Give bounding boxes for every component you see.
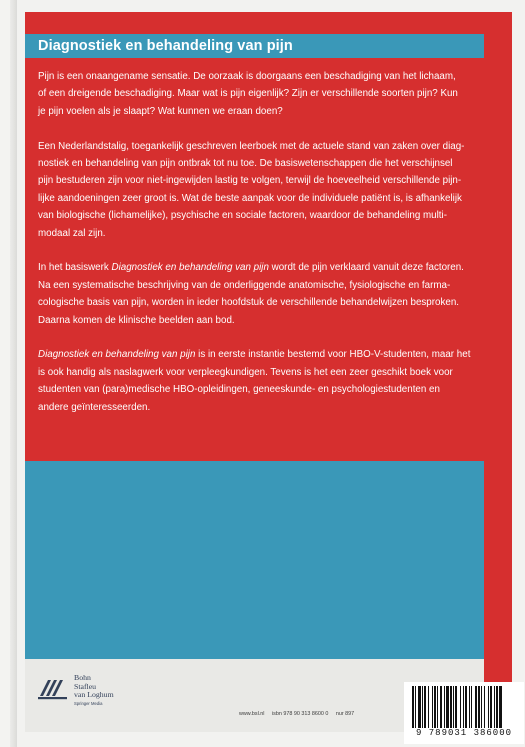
- barcode-bar: [484, 686, 485, 728]
- text-line: Na een systematische beschrijving van de onderliggende anatomische, fysiologische en farma-: [38, 279, 451, 291]
- text-line: Pijn is een onaangename sensatie. De oorzaak is doorgaans een beschadiging van het lichaam,: [38, 71, 456, 82]
- barcode-bar: [440, 686, 442, 728]
- blue-bottom-panel: [25, 461, 484, 659]
- barcode-bar: [412, 686, 414, 728]
- text-line: lijke aandoeningen zeer groot is. Wat de beste aanpak voor de individuele patiënt is, is afhankelijk: [38, 192, 462, 204]
- barcode-box: [404, 682, 524, 744]
- text-line: studenten van (para)medische HBO-opleidingen, geneeskunde- en psychologiestudenten en: [38, 384, 440, 396]
- isbn-info: [239, 711, 360, 717]
- barcode-bar: [463, 686, 464, 728]
- publisher-line: Bohn: [74, 673, 91, 682]
- barcode-bar: [432, 686, 433, 728]
- text-fragment: is in eerste instantie bestemd voor HBO-V-studenten, maar het: [195, 349, 471, 361]
- text-line: cologische basis van pijn, worden in ieder hoofdstuk de verschillende behandelwijzen besproken.: [38, 297, 459, 309]
- book-title: Diagnostiek en behandeling van pijn: [38, 38, 293, 54]
- paragraph-2: [38, 138, 474, 242]
- blurb-text: [38, 68, 474, 433]
- barcode-bar: [499, 686, 502, 728]
- isbn-text: isbn 978 90 313 8600 0: [271, 711, 329, 717]
- text-line: [38, 349, 470, 360]
- barcode-bar: [496, 686, 498, 728]
- nur-code: nur 897: [335, 711, 355, 717]
- text-line: [38, 262, 464, 273]
- publisher-logo-icon: [38, 676, 68, 702]
- paragraph-4: [38, 346, 474, 416]
- barcode-bar: [488, 686, 489, 728]
- barcode-bar: [481, 686, 482, 728]
- text-line: is ook handig als naslagwerk voor verpleegkundigen. Tevens is het een zeer geschikt boek voor: [38, 366, 453, 378]
- barcode-bar: [455, 686, 457, 728]
- barcode-bar: [444, 686, 445, 728]
- barcode-bar: [453, 686, 454, 728]
- text-line: of een dreigende beschadiging. Maar wat is pijn eigenlijk? Zijn er verschillende soorten pijn? Kun: [38, 88, 458, 100]
- publisher-name: [74, 674, 114, 700]
- barcode-bar: [460, 686, 461, 728]
- barcode-bar: [424, 686, 426, 728]
- barcode-bar: [475, 686, 477, 728]
- paragraph-1: [38, 68, 474, 120]
- text-fragment: wordt de pijn verklaard vanuit deze factoren.: [268, 262, 464, 274]
- barcode-bar: [471, 686, 472, 728]
- book-title-inline: Diagnostiek en behandeling van pijn: [111, 262, 269, 274]
- barcode-bar: [469, 686, 470, 728]
- barcode-bar: [418, 686, 421, 728]
- barcode-bar: [450, 686, 452, 728]
- book-title-inline: Diagnostiek en behandeling van pijn: [38, 349, 196, 361]
- barcode-bar: [434, 686, 436, 728]
- publisher-line: van Loghum: [74, 690, 114, 700]
- text-fragment: In het basiswerk: [38, 262, 112, 274]
- barcode-bar: [428, 686, 429, 728]
- paragraph-3: [38, 259, 474, 329]
- website-url: www.bsl.nl: [239, 711, 265, 717]
- text-line: je pijn voelen als je slaapt? Wat kunnen we eraan doen?: [38, 105, 283, 117]
- barcode-bar: [415, 686, 416, 728]
- barcode-bar: [437, 686, 438, 728]
- barcode-number: 9 789031 386000: [415, 728, 512, 738]
- barcode-bar: [490, 686, 492, 728]
- barcode-bar: [494, 686, 495, 728]
- barcode-icon: [412, 686, 516, 728]
- text-line: nostiek en behandeling van pijn ontbrak tot nu toe. De basiswetenschappen die het verschijnsel: [38, 158, 453, 170]
- text-line: andere geïnteresseerden.: [38, 401, 151, 413]
- text-line: pijn bestuderen zijn voor niet-ingewijden lastig te volgen, terwijl de hoeveelheid verschillende pijn-: [38, 175, 462, 187]
- barcode-bar: [478, 686, 480, 728]
- barcode-bar: [446, 686, 449, 728]
- barcode-bar: [422, 686, 423, 728]
- text-line: modaal zal zijn.: [38, 227, 106, 239]
- barcode-bar: [465, 686, 467, 728]
- text-line: Een Nederlandstalig, toegankelijk geschreven leerboek met de actuele stand van zaken over diag-: [38, 140, 465, 152]
- publisher-subtitle: Springer Media: [74, 701, 103, 706]
- text-line: Daarna komen de klinische beelden aan bod.: [38, 314, 235, 326]
- text-line: van biologische (lichamelijke), psychische en sociale factoren, waardoor de behandeling multi-: [38, 210, 447, 222]
- publisher-line: Stafleu: [74, 681, 97, 691]
